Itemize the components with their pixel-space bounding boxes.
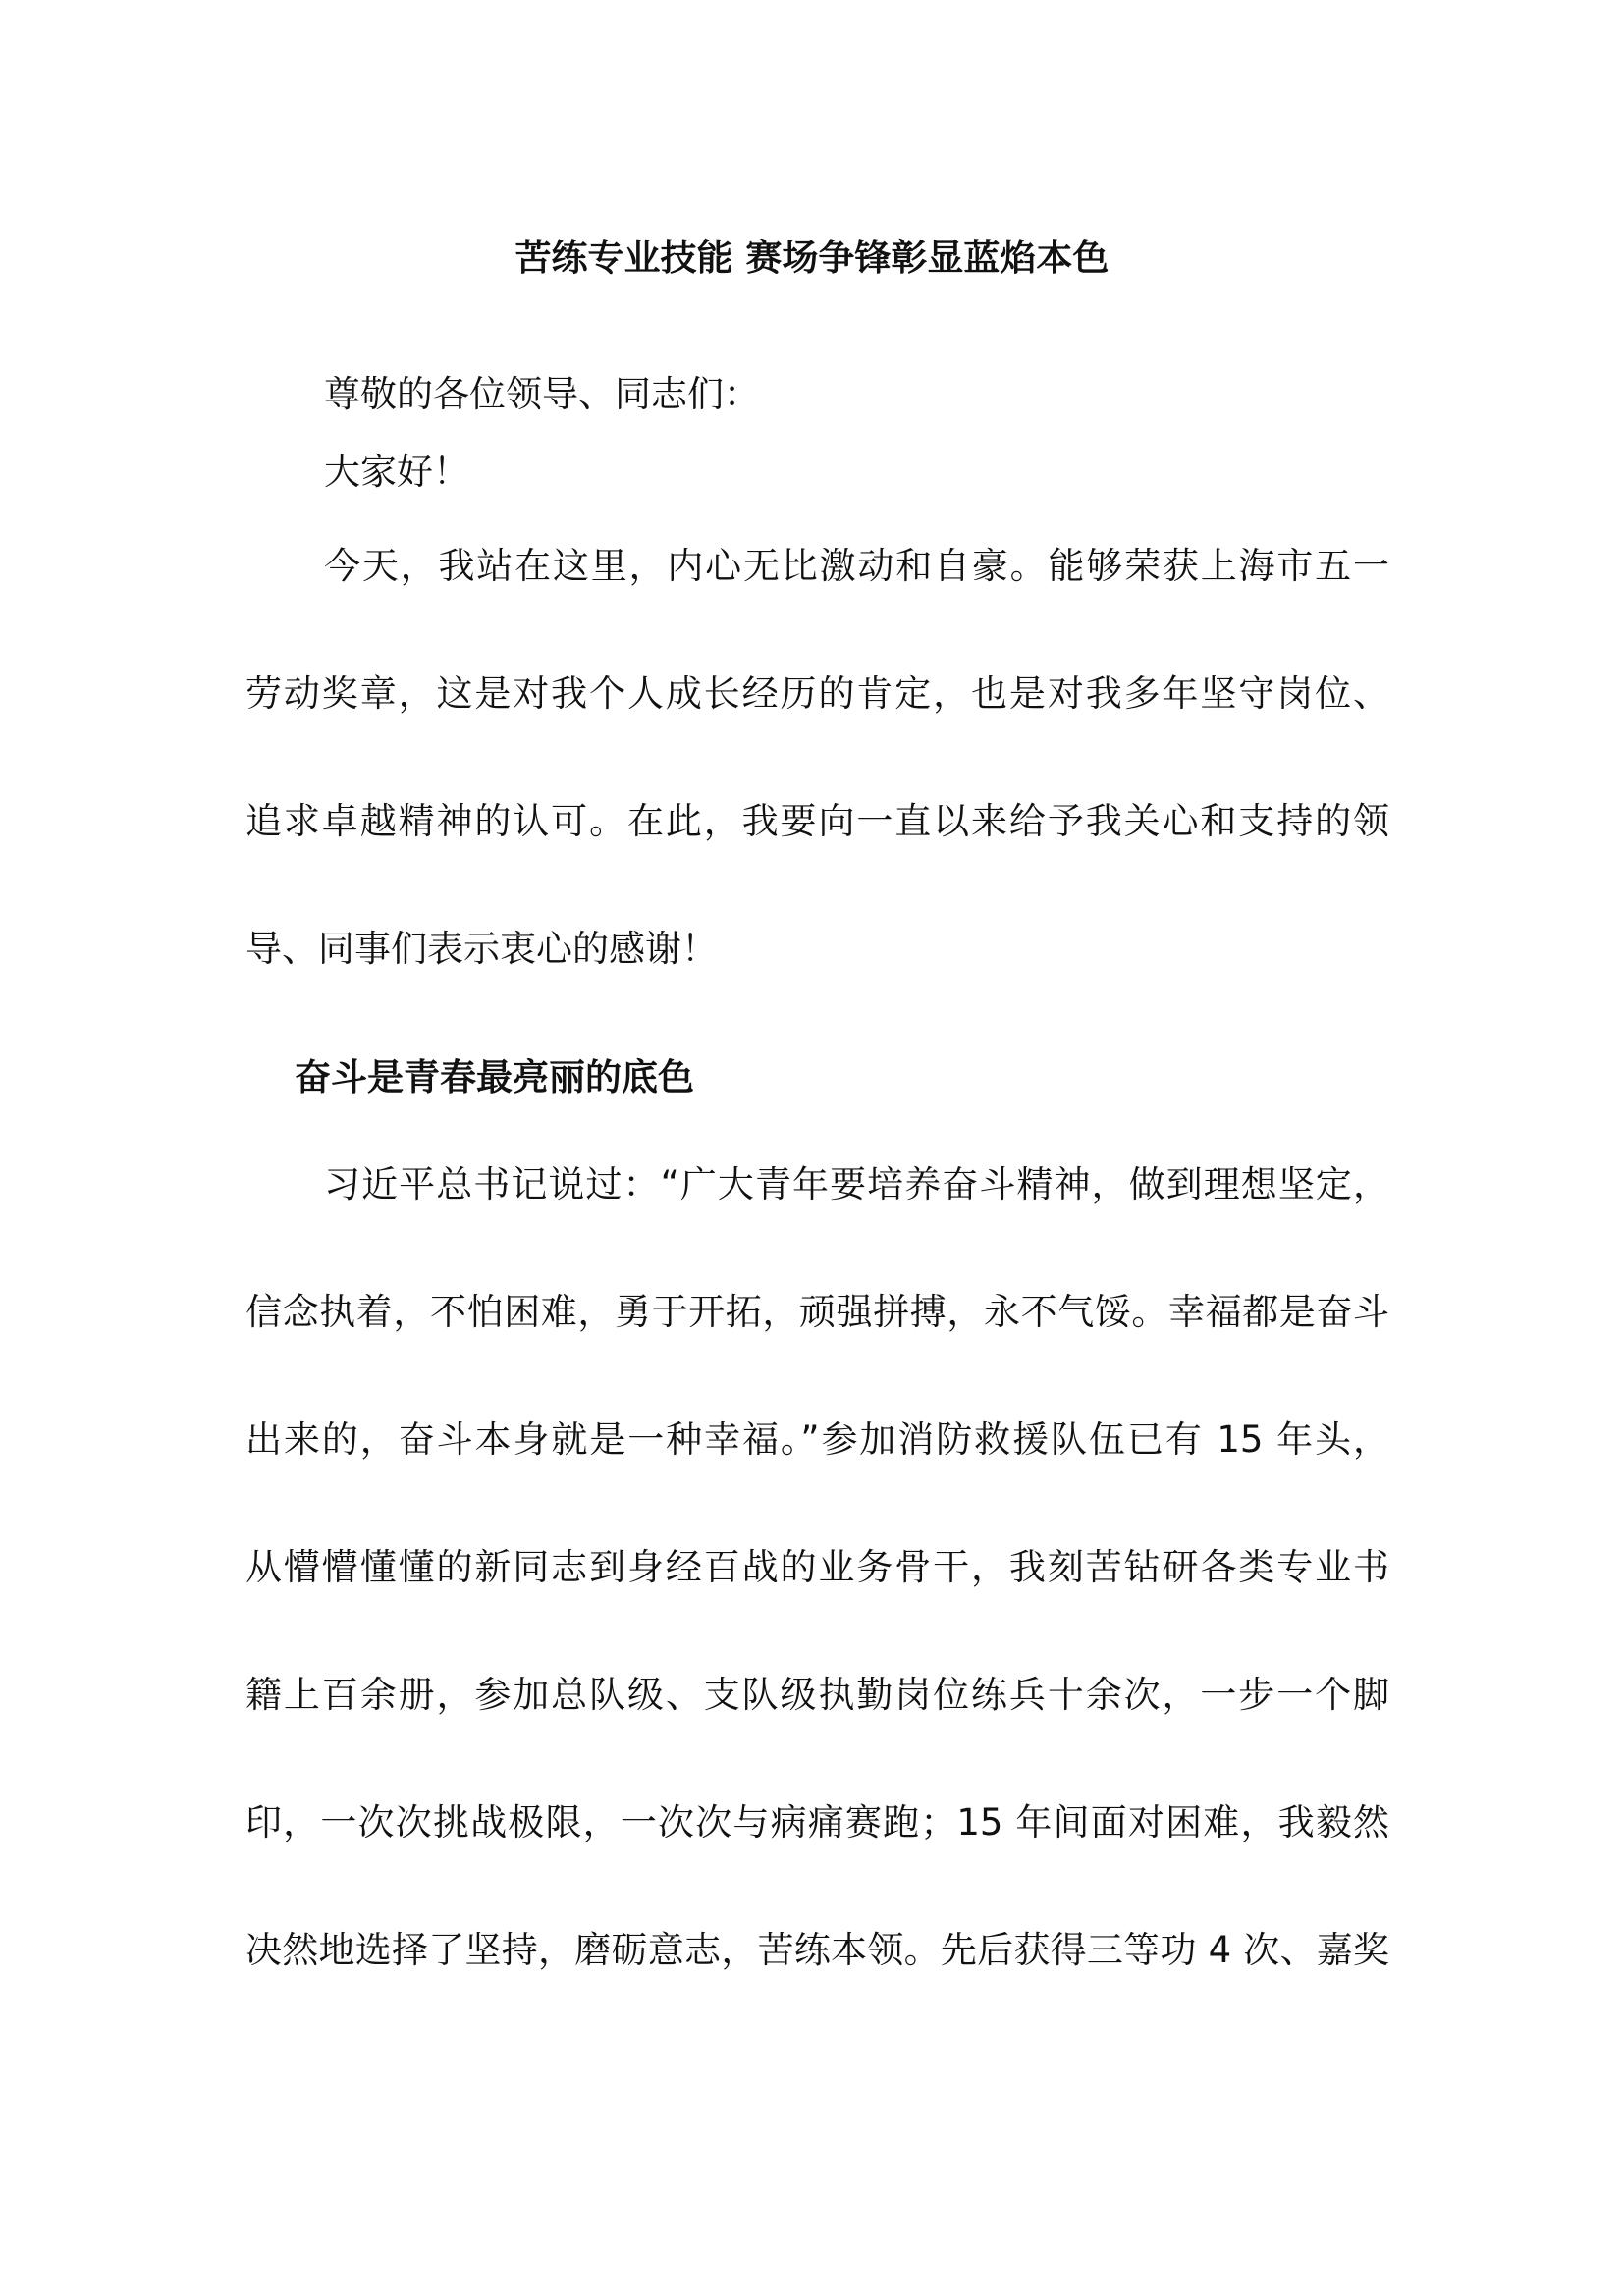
paragraph1-line-4: 导、同事们表示衷心的感谢！ <box>245 928 718 970</box>
paragraph1-line-2: 劳动奖章，这是对我个人成长经历的肯定，也是对我多年坚守岗位、 <box>245 672 1389 715</box>
paragraph2-line-7: 决然地选择了坚持，磨砺意志，苦练本领。先后获得三等功 4 次、嘉奖 <box>245 1929 1389 1971</box>
section-heading: 奋斗是青春最亮丽的底色 <box>295 1056 694 1098</box>
paragraph2-line-6: 印，一次次挑战极限，一次次与病痛赛跑；15 年间面对困难，我毅然 <box>245 1801 1389 1843</box>
paragraph2-line-1: 习近平总书记说过：“广大青年要培养奋斗精神，做到理想坚定， <box>324 1163 1389 1205</box>
document-title: 苦练专业技能 赛场争锋彰显蓝焰本色 <box>514 237 1110 279</box>
paragraph1-line-1: 今天，我站在这里，内心无比激动和自豪。能够荣获上海市五一 <box>324 545 1389 587</box>
paragraph2-line-3: 出来的，奋斗本身就是一种幸福。”参加消防救援队伍已有 15 年头， <box>245 1418 1389 1461</box>
paragraph2-line-4: 从懵懵懂懂的新同志到身经百战的业务骨干，我刻苦钻研各类专业书 <box>245 1546 1389 1588</box>
paragraph2-line-5: 籍上百余册，参加总队级、支队级执勤岗位练兵十余次，一步一个脚 <box>245 1674 1389 1716</box>
paragraph1-line-3: 追求卓越精神的认可。在此，我要向一直以来给予我关心和支持的领 <box>245 800 1389 842</box>
greeting-line: 尊敬的各位领导、同志们： <box>324 373 760 415</box>
hello-line: 大家好！ <box>324 451 469 493</box>
paragraph2-line-2: 信念执着，不怕困难，勇于开拓，顽强拼搏，永不气馁。幸福都是奋斗 <box>245 1291 1389 1333</box>
